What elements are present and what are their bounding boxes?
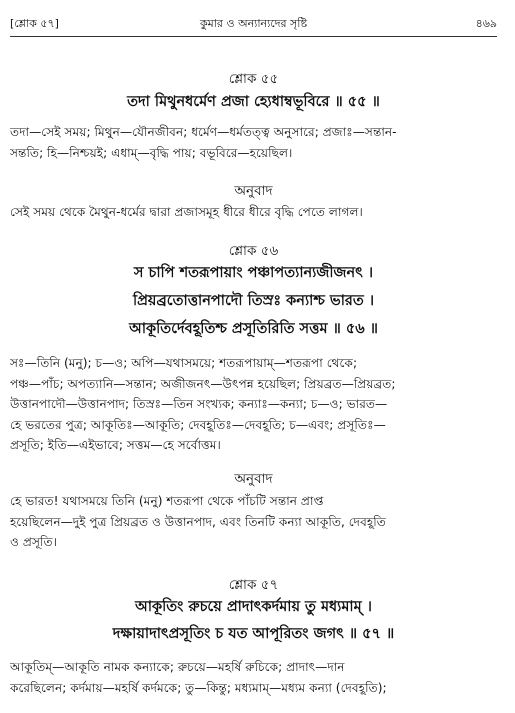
verse-55-translation — [10, 202, 497, 223]
verse-57-line-2: দক্ষায়াদাৎপ্রসূতিং চ যত আপূরিতং জগৎ ॥ ৫৭ ॥ — [112, 626, 395, 642]
verse-57-label: শ্লোক ৫৭ — [228, 577, 279, 593]
page-header — [10, 14, 497, 34]
synonym-line: তদা—সেই সময়; মিথুন—যৌনজীবন; ধর্মেণ—ধর্মতত্ত্ব অনুসারে; প্রজাঃ—সন্তান- — [10, 125, 397, 139]
synonym-line: হে ভরতের পুত্র; আকূতিঃ—আকূতি; দেবহূতিঃ—দেবহূতি; চ—এবং; প্রসূতিঃ— — [10, 417, 386, 432]
synonym-line: প্রসূতি; ইতি—এইভাবে; সত্তম—হে সর্বোত্তম। — [10, 438, 221, 452]
verse-55-text: তদা মিথুনধর্মেণ প্রজা হ্যেধাম্বভূবিরে ॥ ৫৫ ॥ — [127, 94, 380, 110]
synonym-line: পঞ্চ—পাঁচ; অপত্যানি—সন্তান; অজীজনৎ—উৎপন্ন হয়েছিল; প্রিয়ব্রত—প্রিয়ব্রত; — [10, 376, 396, 391]
header-chapter-title: কুমার ও অন্যান্যদের সৃষ্টি — [199, 16, 308, 30]
header-verse-ref: [শ্লোক ৫৭] — [10, 16, 59, 30]
verse-56-line-1: স চাপি শতরূপায়াং পঞ্চাপত্যান্যজীজনৎ । — [133, 265, 374, 281]
verse-55-translation-heading: অনুবাদ — [234, 183, 273, 199]
verse-56-translation-heading: অনুবাদ — [234, 471, 273, 487]
verse-56-translation — [10, 491, 497, 553]
verse-55-label: শ্লোক ৫৫ — [228, 71, 279, 87]
synonym-line: উত্তানপাদৌ—উত্তানপাদ; তিস্রঃ—তিন সংখ্যক; কন্যাঃ—কন্যা; চ—ও; ভারত— — [10, 397, 388, 411]
verse-55-synonyms — [10, 122, 497, 163]
synonym-line: সঃ—তিনি (মনু); চ—ও; অপি—যথাসময়ে; শতরূপায়াম্—শতরূপা থেকে; — [10, 356, 358, 370]
synonym-line: সন্ততি; হি—নিশ্চয়ই; এধাম্—বৃদ্ধি পায়; বভূবিরে—হয়েছিল। — [10, 145, 293, 160]
header-rule — [10, 36, 497, 37]
synonym-line: আকূতিম্—আকূতি নামক কন্যাকে; রুচয়ে—মহর্ষি রুচিকে; প্রাদাৎ—দান — [10, 660, 345, 674]
header-page-number: ৪৬৯ — [475, 16, 497, 30]
translation-line: হে ভারত! যথাসময়ে তিনি (মনু) শতরূপা থেকে পাঁচটি সন্তান প্রাপ্ত — [10, 494, 324, 508]
translation-line: হয়েছিলেন—দুই পুত্র প্রিয়ব্রত ও উত্তানপাদ, এবং তিনটি কন্যা আকূতি, দেবহূতি — [10, 514, 386, 529]
verse-57-line-1: আকূতিং রুচয়ে প্রাদাৎকর্দমায় তু মধ্যমাম্ । — [135, 599, 372, 615]
verse-56-label: শ্লোক ৫৬ — [228, 243, 279, 259]
verse-57-synonyms — [10, 657, 497, 698]
verse-56-line-2: প্রিয়ব্রতোত্তানপাদৌ তিস্রঃ কন্যাশ্চ ভারত । — [132, 293, 375, 309]
verse-56-synonyms — [10, 353, 497, 456]
translation-line: ও প্রসূতি। — [10, 535, 57, 549]
synonym-line: করেছিলেন; কর্দমায়—মহর্ষি কর্দমকে; তু—কিন্তু; মধ্যমাম্—মধ্যম কন্যা (দেবহূতি); — [10, 680, 387, 695]
translation-line: সেই সময় থেকে মৈথুন-ধর্মের দ্বারা প্রজাসমূহ ধীরে ধীরে বৃদ্ধি পেতে লাগল। — [10, 205, 363, 219]
verse-56-line-3: আকূতির্দেবহূতিশ্চ প্রসূতিরিতি সত্তম ॥ ৫৬ ॥ — [129, 321, 378, 337]
